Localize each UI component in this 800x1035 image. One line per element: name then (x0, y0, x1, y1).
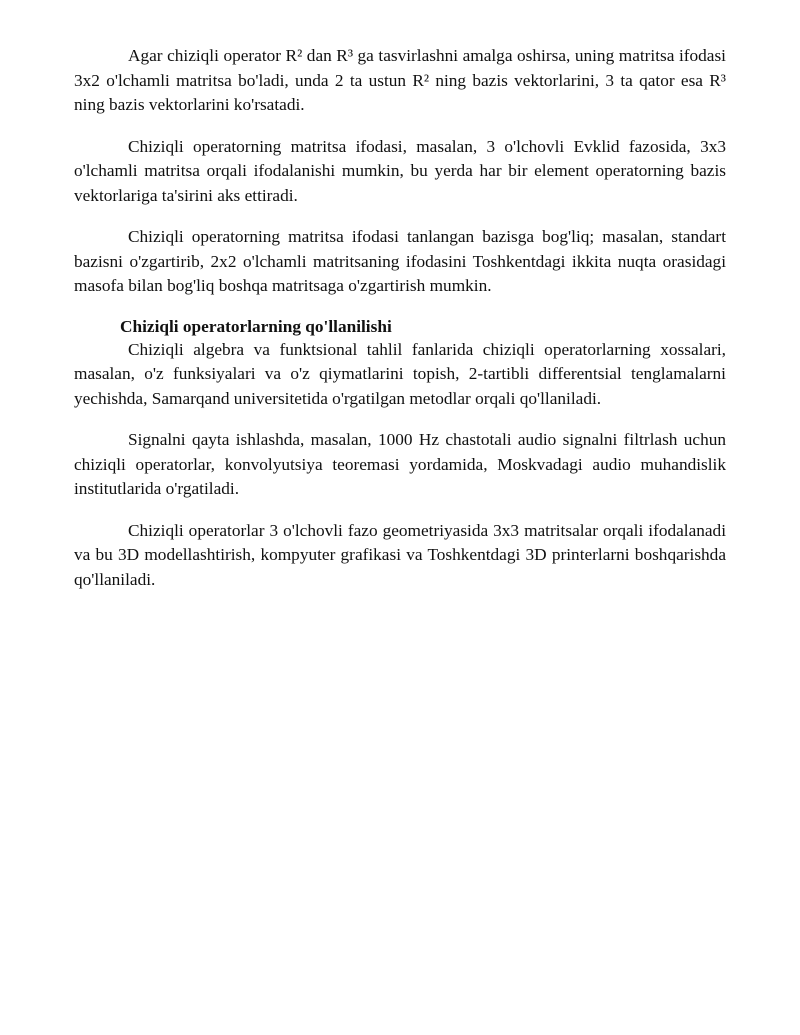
document-page (74, 44, 726, 609)
paragraph-basis-dependence: Chiziqli operatorning matritsa ifodasi tanlangan bazisga bog'liq; masalan, standart bazisni o'zgartirib, 2x2 o'lchamli matritsaning ifodasini Toshkentdagi ikkita nuqta orasidagi masofa bilan bog'liq boshqa matritsaga o'zgartirish mumkin. (74, 227, 726, 295)
section-heading: Chiziqli operatorlarning qo'llanilishi (120, 316, 392, 336)
paragraph-signal-processing: Signalni qayta ishlashda, masalan, 1000 Hz chastotali audio signalni filtrlash uchun chiziqli operatorlar, konvolyutsiya teoremasi yordamida, Moskvadagi audio muhandislik institutlarida o'rgatiladi. (74, 430, 726, 498)
paragraph-functional-analysis: Chiziqli algebra va funktsional tahlil fanlarida chiziqli operatorlarning xossalari, masalan, o'z funksiyalari va o'z qiymatlarini topish, 2-tartibli differentsial tenglamalarni yechishda, Samarqand universitetida o'rgatilgan metodlar orqali qo'llaniladi. (74, 339, 726, 408)
paragraph-euclid-3x3: Chiziqli operatorning matritsa ifodasi, masalan, 3 o'lchovli Evklid fazosida, 3x3 o'lchamli matritsa orqali ifodalanishi mumkin, bu yerda har bir element operatorning bazis vektorlariga ta'sirini aks ettiradi. (74, 136, 726, 205)
paragraph-3d-geometry: Chiziqli operatorlar 3 o'lchovli fazo geometriyasida 3x3 matritsalar orqali ifodalanadi va bu 3D modellashtirish, kompyuter grafikasi va Toshkentdagi 3D printerlarni boshqarishda qo'llaniladi. (74, 520, 726, 589)
paragraph-matrix-3x2: Agar chiziqli operator R² dan R³ ga tasvirlashni amalga oshirsa, uning matritsa ifodasi 3x2 o'lchamli matritsa bo'ladi, unda 2 ta ustun R² ning bazis vektorlarini, 3 ta qator esa R³ ning bazis vektorlarini ko'rsatadi. (74, 46, 726, 114)
